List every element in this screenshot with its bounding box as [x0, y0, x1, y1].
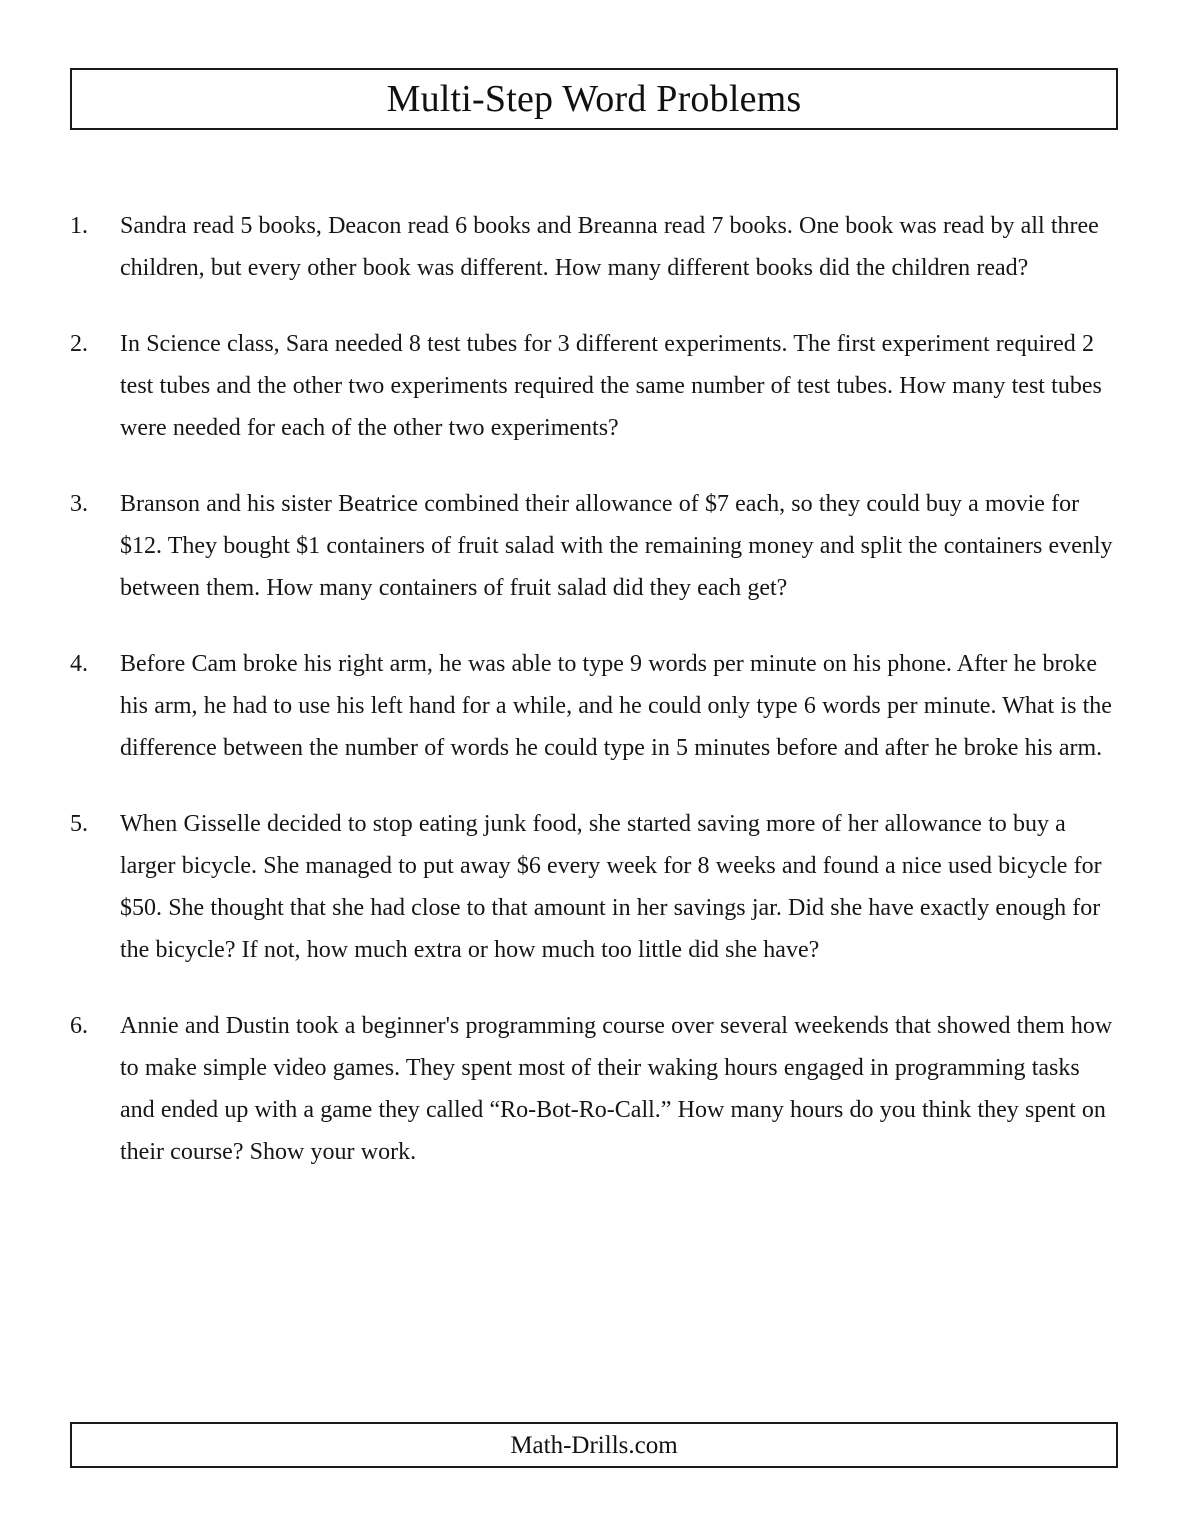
page-title: Multi-Step Word Problems	[386, 78, 802, 120]
problem-text: Branson and his sister Beatrice combined their allowance of $7 each, so they could buy a movie for $12. They bought $1 containers of fruit salad with the remaining money and split the containers evenly between them. How many containers of fruit salad did they each get?	[120, 491, 1113, 601]
problem-number: 1.	[70, 213, 88, 239]
problem-item	[70, 643, 1118, 769]
problem-item	[70, 323, 1118, 449]
problem-item	[70, 803, 1118, 971]
problem-text: When Gisselle decided to stop eating junk food, she started saving more of her allowance to buy a larger bicycle. She managed to put away $6 every week for 8 weeks and found a nice used bicycle for $50. She thought that she had close to that amount in her savings jar. Did she have exactly enough for the bicycle? If not, how much extra or how much too little did she have?	[120, 811, 1102, 963]
problem-number: 5.	[70, 811, 88, 837]
problem-text: Annie and Dustin took a beginner's programming course over several weekends that showed them how to make simple video games. They spent most of their waking hours engaged in programming tasks and ended up with a game they called “Ro-Bot-Ro-Call.” How many hours do you think they spent on their course? Show your work.	[120, 1013, 1113, 1165]
problem-text: In Science class, Sara needed 8 test tubes for 3 different experiments. The first experiment required 2 test tubes and the other two experiments required the same number of test tubes. How many test tubes were needed for each of the other two experiments?	[120, 331, 1102, 441]
problem-number: 3.	[70, 491, 88, 517]
problem-number: 2.	[70, 331, 88, 357]
problem-number: 6.	[70, 1013, 88, 1039]
footer-attribution: Math-Drills.com	[510, 1431, 678, 1459]
problem-text: Before Cam broke his right arm, he was able to type 9 words per minute on his phone. After he broke his arm, he had to use his left hand for a while, and he could only type 6 words per minute. What is the difference between the number of words he could type in 5 minutes before and after he broke his arm.	[120, 651, 1112, 761]
worksheet-title-box	[70, 68, 1118, 130]
problem-number: 4.	[70, 651, 88, 677]
worksheet-footer-box	[70, 1422, 1118, 1468]
problem-text: Sandra read 5 books, Deacon read 6 books and Breanna read 7 books. One book was read by all three children, but every other book was different. How many different books did the children read?	[120, 213, 1099, 281]
problem-list	[70, 205, 1118, 1173]
problem-item	[70, 483, 1118, 609]
problem-item	[70, 1005, 1118, 1173]
problem-item	[70, 205, 1118, 289]
